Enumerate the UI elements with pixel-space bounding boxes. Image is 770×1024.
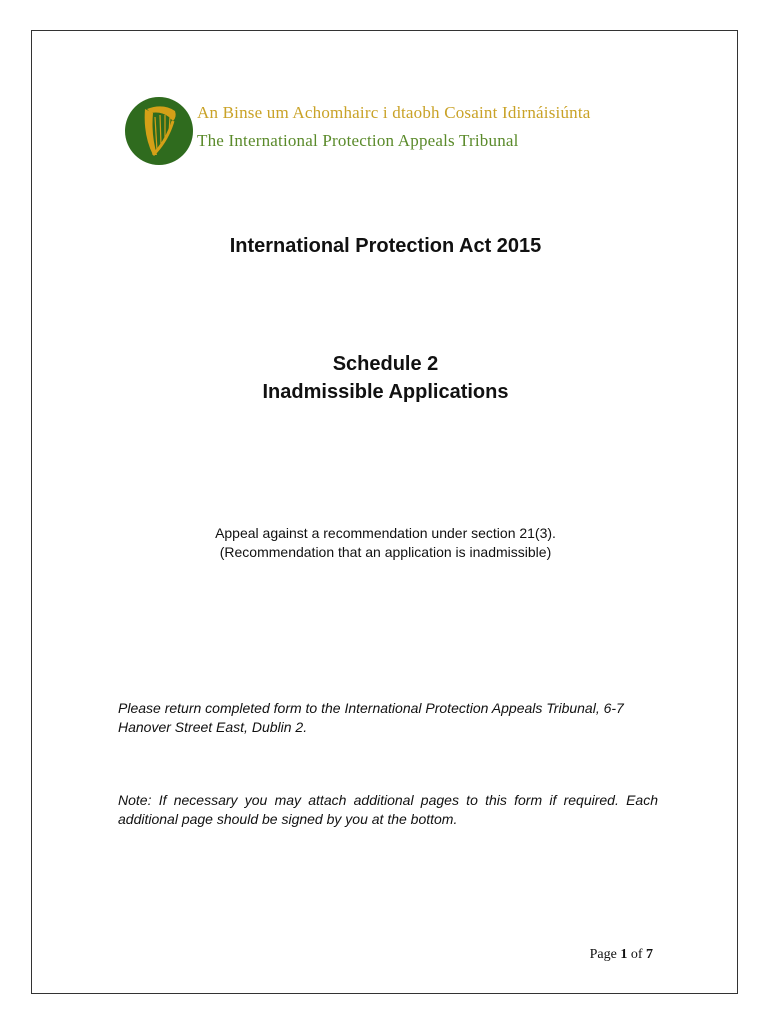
schedule-title: Inadmissible Applications: [262, 381, 509, 403]
page-word: Page: [589, 947, 617, 962]
total-pages: 7: [646, 947, 653, 962]
appeal-subdescription: (Recommendation that an application is inadmissible): [219, 544, 552, 560]
tribunal-name-english: The International Protection Appeals Tribunal: [197, 131, 519, 150]
act-title: International Protection Act 2015: [229, 235, 542, 257]
tribunal-name-irish: An Binse um Achomhairc i dtaobh Cosaint Idirnáisiúnta: [197, 103, 591, 122]
page-number: [590, 947, 653, 963]
harp-seal-icon: [123, 95, 195, 167]
return-instructions: Please return completed form to the International Protection Appeals Tribunal, 6-7 Hanover Street East, Dublin 2.: [118, 700, 624, 735]
additional-pages-note: Note: If necessary you may attach additional pages to this form if required. Each additional page should be signed by you at the bottom.: [118, 792, 658, 827]
document-page: [31, 30, 738, 994]
of-word: of: [630, 947, 643, 962]
current-page: 1: [620, 947, 628, 962]
appeal-description: Appeal against a recommendation under section 21(3).: [215, 525, 556, 541]
tribunal-header: [123, 95, 683, 175]
schedule-heading: Schedule 2: [332, 353, 439, 375]
